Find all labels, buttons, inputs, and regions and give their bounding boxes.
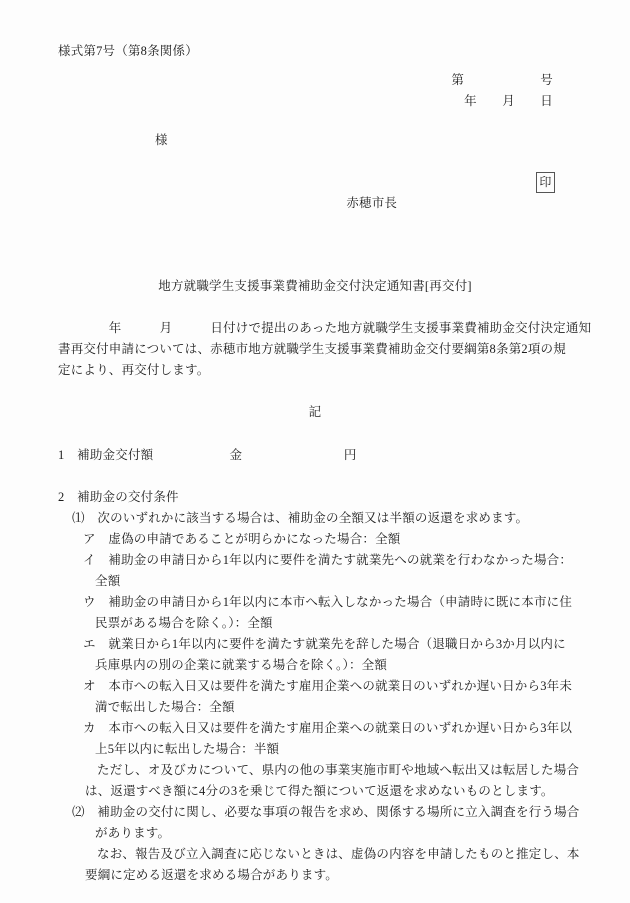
- opening-line-1: 年 月 日付けで提出のあった地方就職学生支援事業費補助金交付決定通知: [58, 321, 592, 335]
- item-u-line-1: ウ 補助金の申請日から1年以内に本市へ転入しなかった場合（申請時に既に本市に住: [83, 595, 573, 609]
- item-ka-line-2: 上5年以内に転出した場合：半額: [95, 742, 280, 756]
- clause-2-line-1: ⑵ 補助金の交付に関し、必要な事項の報告を求め、関係する場所に立入調査を行う場合: [72, 805, 580, 819]
- clause-1-items: [0, 529, 630, 760]
- opening-line-3: 定により、再交付します。: [58, 363, 210, 377]
- clause-2-line-2: があります。: [95, 826, 171, 840]
- sender-line: [333, 172, 630, 256]
- record-marker: 記: [308, 405, 322, 419]
- proviso-line-1: ただし、オ及びカについて、県内の他の事業実施市町や地域へ転出又は転居した場合: [97, 763, 580, 777]
- item-ka-line-1: カ 本市への転入日又は要件を満たす雇用企業への就業日のいずれか遅い日から3年以: [83, 721, 573, 735]
- item-o-line-2: 満で転出した場合：全額: [95, 700, 235, 714]
- document-title: 地方就職学生支援事業費補助金交付決定通知書[再交付]: [158, 279, 472, 293]
- clause-1: ⑴ 次のいずれかに該当する場合は、補助金の全額又は半額の返還を求めます。: [72, 511, 529, 525]
- opening-paragraph: [0, 318, 630, 381]
- clause-2: [0, 802, 630, 844]
- format-label: 様式第7号（第8条関係）: [58, 44, 198, 58]
- item-u-line-2: 民票がある場合を除く。）：全額: [95, 616, 273, 630]
- seal-stamp: 印: [536, 172, 555, 193]
- sender-name: 赤穂市長: [346, 196, 398, 210]
- proviso-paragraph: [0, 760, 630, 802]
- item-e-line-2: 兵庫県内の別の企業に就業する場合を除く。）：全額: [95, 658, 388, 672]
- conditions-heading: 2 補助金の交付条件: [58, 490, 179, 504]
- clause-2-note-line-2: 要綱に定める返還を求める場合があります。: [85, 868, 339, 882]
- clause-2-note-line-1: なお、報告及び立入調査に応じないときは、虚偽の内容を申請したものと推定し、本: [97, 847, 580, 861]
- opening-line-2: 書再交付申請については、赤穂市地方就職学生支援事業費補助金交付要綱第8条第2項の規: [58, 342, 566, 356]
- clause-2-note: [0, 844, 630, 886]
- item-e-line-1: エ 就業日から1年以内に要件を満たす就業先を辞した場合（退職日から3か月以内に: [83, 637, 566, 651]
- date-line: 年 月 日: [464, 94, 553, 108]
- item-a-line-1: ア 虚偽の申請であることが明らかになった場合：全額: [83, 532, 401, 546]
- item-o-line-1: オ 本市への転入日又は要件を満たす雇用企業への就業日のいずれか遅い日から3年未: [83, 679, 573, 693]
- addressee-line: 様: [155, 133, 168, 147]
- item-i-line-1: イ 補助金の申請日から1年以内に要件を満たす就業先への就業を行わなかった場合：: [83, 553, 573, 567]
- doc-number-line: 第 号: [451, 73, 553, 87]
- proviso-line-2: は、返還すべき額に4分の3を乗じて得た額について返還を求めないものとします。: [85, 784, 554, 798]
- grant-amount-line: 1 補助金交付額 金 円: [58, 448, 357, 462]
- item-i-line-2: 全額: [95, 574, 121, 588]
